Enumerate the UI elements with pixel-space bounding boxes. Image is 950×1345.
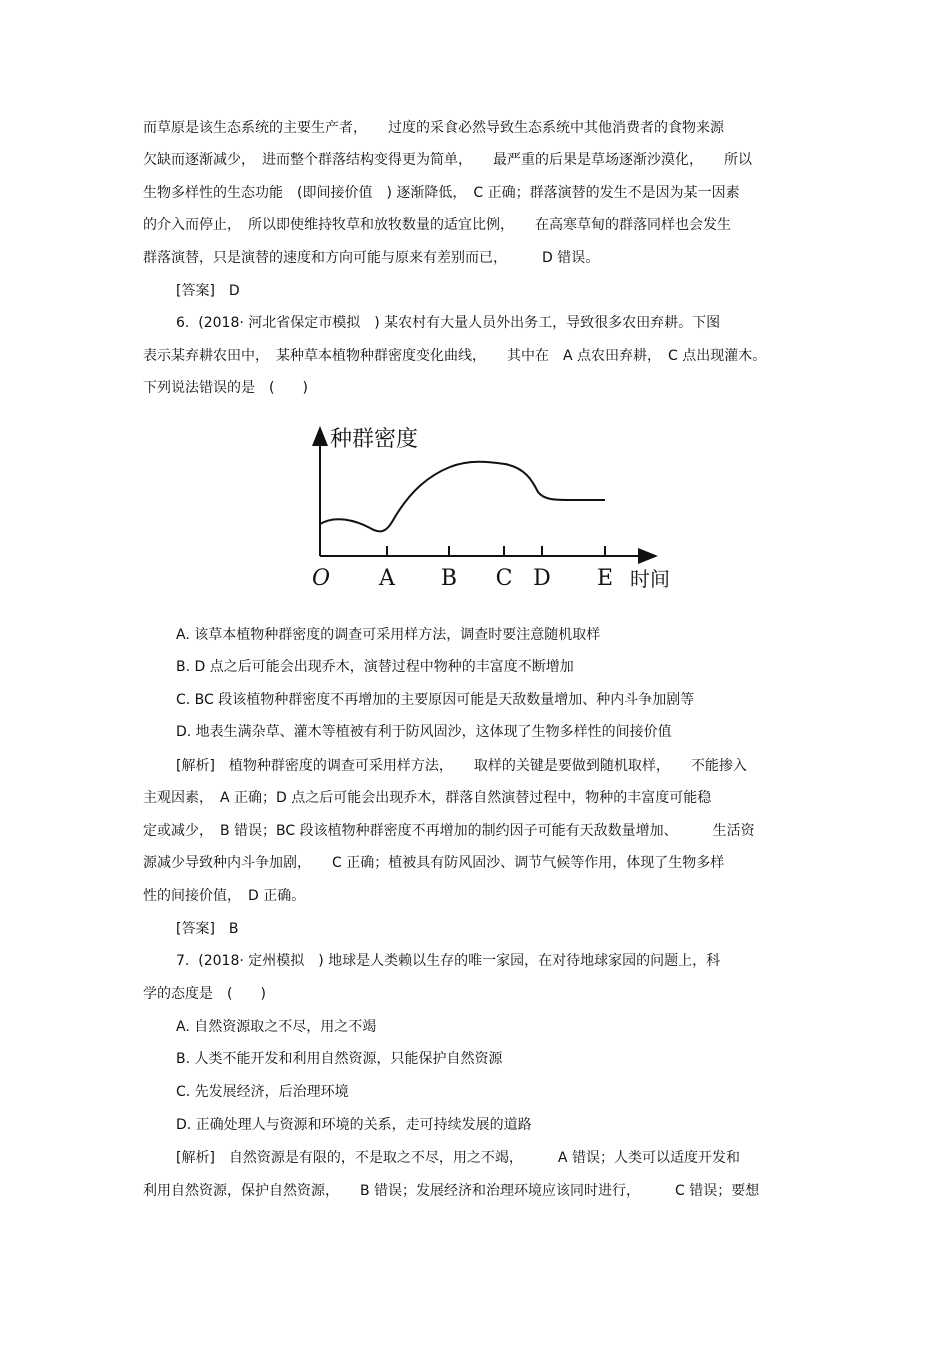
text-line: 生物多样性的生态功能 (即间接价值 ) 逐渐降低， C 正确；群落演替的发生不是因为某一因素 [143,185,740,201]
analysis-line: 利用自然资源，保护自然资源， B 错误；发展经济和治理环境应该同时进行， C 错误；要想 [143,1183,760,1199]
y-axis-label: 种群密度 [330,427,419,452]
text-line: 而草原是该生态系统的主要生产者， 过度的采食必然导致生态系统中其他消费者的食物来源 [143,120,724,136]
answer-5: [答案] D [176,283,240,299]
analysis-line: 源减少导致种内斗争加剧， C 正确；植被具有防风固沙、调节气候等作用，体现了生物多样 [143,855,725,871]
x-tick-label: C [495,566,513,591]
density-curve [320,462,605,532]
analysis-line: 性的间接价值， D 正确。 [143,888,306,904]
analysis-line: [解析] 自然资源是有限的，不是取之不尽，用之不竭， A 错误；人类可以适度开发和 [176,1150,740,1166]
question-7-stem: 学的态度是 ( ) [143,986,266,1002]
question-6-stem: 下列说法错误的是 ( ) [143,380,308,396]
population-density-graph [300,420,680,595]
question-6-stem: 6. (2018· 河北省保定市模拟 ) 某农村有大量人员外出务工，导致很多农田弃耕。下图 [176,315,721,331]
text-line: 欠缺而逐渐减少， 进而整个群落结构变得更为简单， 最严重的后果是草场逐渐沙漠化， 所以 [143,152,752,168]
text-line: 的介入而停止， 所以即使维持牧草和放牧数量的适宜比例， 在高寒草甸的群落同样也会发生 [143,217,731,233]
analysis-line: 主观因素， A 正确；D 点之后可能会出现乔木，群落自然演替过程中，物种的丰富度可能稳 [143,790,712,806]
x-axis-label: 时间 [630,567,670,591]
answer-6: [答案] B [176,921,239,937]
analysis-line: [解析] 植物种群密度的调查可采用样方法， 取样的关键是要做到随机取样， 不能掺入 [176,758,747,774]
option-b: B. 人类不能开发和利用自然资源，只能保护自然资源 [176,1051,503,1067]
option-c: C. BC 段该植物种群密度不再增加的主要原因可能是天敌数量增加、种内斗争加剧等 [176,692,695,708]
x-tick-label: E [596,566,614,591]
x-tick-label: A [379,566,395,591]
option-a: A. 自然资源取之不尽，用之不竭 [176,1019,377,1035]
x-tick-label: B [440,566,458,591]
question-7-stem: 7. (2018· 定州模拟 ) 地球是人类赖以生存的唯一家园，在对待地球家园的问题上，科 [176,953,721,969]
option-c: C. 先发展经济，后治理环境 [176,1084,349,1100]
text-line: 群落演替，只是演替的速度和方向可能与原来有差别而已， D 错误。 [143,250,600,266]
origin-label: O [312,566,331,591]
x-tick-label: D [533,566,551,591]
option-b: B. D 点之后可能会出现乔木，演替过程中物种的丰富度不断增加 [176,659,574,675]
option-a: A. 该草本植物种群密度的调查可采用样方法，调查时要注意随机取样 [176,627,601,643]
analysis-line: 定或减少， B 错误；BC 段该植物种群密度不再增加的制约因子可能有天敌数量增加、 生活资 [143,823,755,839]
option-d: D. 地表生满杂草、灌木等植被有利于防风固沙，这体现了生物多样性的间接价值 [176,724,672,740]
option-d: D. 正确处理人与资源和环境的关系，走可持续发展的道路 [176,1117,532,1133]
question-6-stem: 表示某弃耕农田中， 某种草本植物种群密度变化曲线， 其中在 A 点农田弃耕， C 点出现灌木。 [143,348,767,364]
